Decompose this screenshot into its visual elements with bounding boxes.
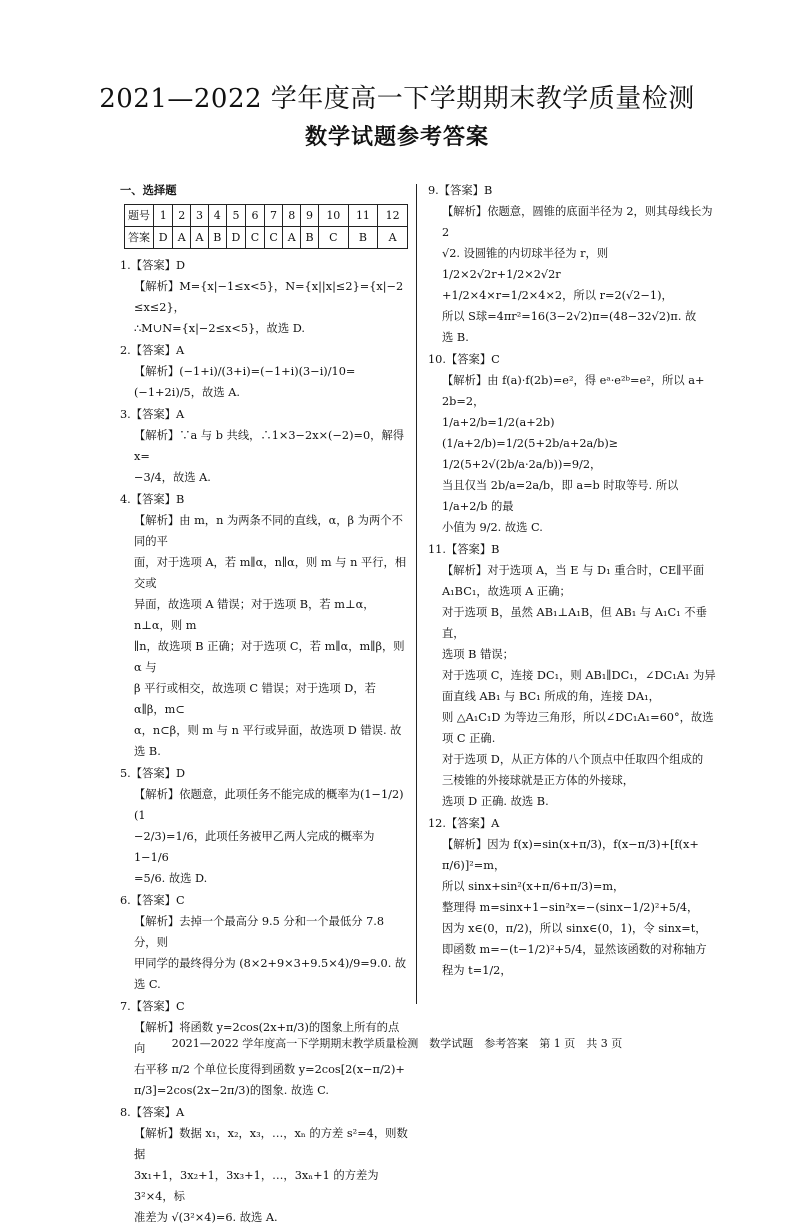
row-label: 答案 [125, 227, 154, 249]
table-cell-answer: B [208, 227, 226, 249]
solution-line: 1/2(5+2√(2b/a·2a/b))=9/2， [442, 458, 602, 471]
table-cell-answer: B [301, 227, 319, 249]
answer-label: 7.【答案】C [120, 1000, 185, 1013]
left-solutions [120, 255, 410, 1228]
table-cell-number: 3 [191, 205, 209, 227]
solution-line: 【解析】M={x|−1≤x<5}，N={x||x|≤2}={x|−2 [134, 280, 404, 293]
solution-line: 三棱锥的外接球就是正方体的外接球， [442, 774, 635, 787]
table-row [125, 227, 408, 249]
page-footer: 2021—2022 学年度高一下学期期末教学质量检测 数学试题 参考答案 第 1 页 共 3 页 [171, 1037, 623, 1050]
solution-item [120, 404, 410, 488]
table-cell-number: 11 [348, 205, 378, 227]
table-cell-number: 12 [378, 205, 408, 227]
solution-line: +1/2×4×r=1/2×4×2，所以 r=2(√2−1)， [442, 289, 673, 302]
solution-line: β 平行或相交，故选项 C 错误；对于选项 D，若 α∥β，m⊂ [134, 682, 376, 716]
solution-line: 选项 B 错误； [442, 648, 514, 661]
solution-line: 对于选项 B，虽然 AB₁⊥A₁B，但 AB₁ 与 A₁C₁ 不垂直， [442, 606, 707, 640]
table-cell-number: 9 [301, 205, 319, 227]
answer-table [124, 204, 408, 249]
solution-line: 选项 D 正确. 故选 B. [442, 795, 549, 808]
solution-item [120, 1102, 410, 1228]
table-cell-number: 5 [226, 205, 245, 227]
solution-line: =5/6. 故选 D. [134, 872, 208, 885]
solution-item [428, 813, 720, 981]
solution-line: 所以 sinx+sin²(x+π/6+π/3)=m， [442, 880, 625, 893]
solution-line: 对于选项 C，连接 DC₁，则 AB₁∥DC₁，∠DC₁A₁ 为异 [442, 669, 716, 682]
table-row [125, 205, 408, 227]
solution-line: 甲同学的最终得分为 (8×2+9×3+9.5×4)/9=9.0. 故 [134, 957, 407, 970]
solution-line: 【解析】因为 f(x)=sin(x+π/3)，f(x−π/3)+[f(x+ [442, 838, 699, 851]
table-cell-answer: C [319, 227, 349, 249]
solution-line: ∴M∪N={x|−2≤x<5}，故选 D. [134, 322, 305, 335]
solution-line: 1/a+2/b=1/2(a+2b)(1/a+2/b)=1/2(5+2b/a+2a/b)≥ [442, 416, 619, 450]
solution-line: −3/4，故选 A. [134, 471, 211, 484]
table-cell-number: 1 [154, 205, 173, 227]
solution-line: 选 B. [442, 331, 469, 344]
table-cell-answer: C [246, 227, 265, 249]
solution-line: 【解析】依题意，此项任务不能完成的概率为(1−1/2)(1 [134, 788, 404, 822]
solution-line: 2b=2， [442, 395, 485, 408]
solution-item [120, 255, 410, 339]
solution-item [120, 489, 410, 762]
table-cell-number: 6 [246, 205, 265, 227]
table-cell-number: 7 [264, 205, 283, 227]
solution-line: 面直线 AB₁ 与 BC₁ 所成的角，连接 DA₁， [442, 690, 660, 703]
table-cell-number: 10 [319, 205, 349, 227]
solution-line: 【解析】依题意，圆锥的底面半径为 2，则其母线长为 2 [442, 205, 713, 239]
table-cell-number: 2 [173, 205, 191, 227]
table-cell-answer: D [154, 227, 173, 249]
solution-line: π/3]=2cos(2x−2π/3)的图象. 故选 C. [134, 1084, 329, 1097]
answer-label: 4.【答案】B [120, 493, 185, 506]
answer-label: 5.【答案】D [120, 767, 186, 780]
solution-line: 【解析】由 f(a)·f(2b)=e²，得 eᵃ·e²ᵇ=e²，所以 a+ [442, 374, 705, 387]
solution-item [428, 180, 720, 348]
solution-line: 【解析】数据 x₁，x₂，x₃，…，xₙ 的方差 s²=4，则数据 [134, 1127, 408, 1161]
table-cell-answer: A [191, 227, 209, 249]
answer-label: 9.【答案】B [428, 184, 493, 197]
right-column [428, 180, 720, 982]
solution-line: 【解析】由 m，n 为两条不同的直线，α，β 为两个不同的平 [134, 514, 403, 548]
solution-item [120, 340, 410, 403]
solution-line: 即函数 m=−(t−1/2)²+5/4，显然该函数的对称轴方 [442, 943, 707, 956]
solution-item [428, 349, 720, 538]
solution-line: 3x₁+1，3x₂+1，3x₃+1，…，3xₙ+1 的方差为 3²×4，标 [134, 1169, 379, 1203]
answer-label: 11.【答案】B [428, 543, 500, 556]
table-cell-answer: D [226, 227, 245, 249]
solution-line: 异面，故选项 A 错误；对于选项 B，若 m⊥α，n⊥α，则 m [134, 598, 375, 632]
solution-line: 【解析】对于选项 A，当 E 与 D₁ 重合时，CE∥平面 [442, 564, 705, 577]
solution-line: −2/3)=1/6，此项任务被甲乙两人完成的概率为 1−1/6 [134, 830, 375, 864]
solution-item [120, 763, 410, 889]
solution-line: 当且仅当 2b/a=2a/b，即 a=b 时取等号. 所以 1/a+2/b 的最 [442, 479, 679, 513]
row-label: 题号 [125, 205, 154, 227]
right-solutions [428, 180, 720, 981]
solution-line: 程为 t=1/2， [442, 964, 512, 977]
solution-line: 项 C 正确. [442, 732, 496, 745]
solution-line: A₁BC₁，故选项 A 正确； [442, 585, 571, 598]
solution-line: ≤x≤2}， [134, 301, 185, 314]
table-cell-number: 4 [208, 205, 226, 227]
solution-line: 因为 x∈(0，π/2)，所以 sinx∈(0，1)，令 sinx=t， [442, 922, 707, 935]
solution-line: √2. 设圆锥的内切球半径为 r，则 1/2×2√2r+1/2×2√2r [442, 247, 609, 281]
solution-line: 整理得 m=sinx+1−sin²x=−(sinx−1/2)²+5/4， [442, 901, 699, 914]
solution-line: 准差为 √(3²×4)=6. 故选 A. [134, 1211, 278, 1224]
answer-label: 12.【答案】A [428, 817, 500, 830]
table-cell-number: 8 [283, 205, 301, 227]
answer-label: 6.【答案】C [120, 894, 185, 907]
section-heading: 一、选择题 [120, 183, 177, 197]
solution-line: 【解析】将函数 y=2cos(2x+π/3)的图象上所有的点向 [134, 1021, 400, 1055]
solution-line: 面，对于选项 A，若 m∥α，n∥α，则 m 与 n 平行，相交或 [134, 556, 407, 590]
solution-line: 右平移 π/2 个单位长度得到函数 y=2cos[2(x−π/2)+ [134, 1063, 405, 1076]
solution-line: 小值为 9/2. 故选 C. [442, 521, 543, 534]
solution-line: ∥n，故选项 B 正确；对于选项 C，若 m∥α，m∥β，则 α 与 [134, 640, 405, 674]
table-cell-answer: A [283, 227, 301, 249]
solution-line: 选 C. [134, 978, 161, 991]
solution-item [120, 890, 410, 995]
solution-line: π/6)]²=m， [442, 859, 506, 872]
table-cell-answer: A [173, 227, 191, 249]
solution-line: 对于选项 D，从正方体的八个顶点中任取四个组成的 [442, 753, 704, 766]
solution-line: α，n⊂β，则 m 与 n 平行或异面，故选项 D 错误. 故选 B. [134, 724, 402, 758]
answer-label: 10.【答案】C [428, 353, 500, 366]
solution-line: 【解析】∵a 与 b 共线，∴1×3−2x×(−2)=0，解得 x= [134, 429, 405, 463]
answer-label: 1.【答案】D [120, 259, 186, 272]
page-title: 2021—2022 学年度高一下学期期末教学质量检测 [99, 84, 695, 114]
page-subtitle: 数学试题参考答案 [304, 124, 489, 150]
answer-label: 2.【答案】A [120, 344, 185, 357]
column-divider [416, 184, 417, 1004]
answer-label: 8.【答案】A [120, 1106, 185, 1119]
solution-line: 【解析】(−1+i)/(3+i)=(−1+i)(3−i)/10=(−1+2i)/5，故选 A. [134, 365, 356, 399]
answer-label: 3.【答案】A [120, 408, 185, 421]
solution-item [428, 539, 720, 812]
solution-line: 所以 S球=4πr²=16(3−2√2)π=(48−32√2)π. 故 [442, 310, 697, 323]
table-cell-answer: A [378, 227, 408, 249]
table-cell-answer: B [348, 227, 378, 249]
solution-line: 【解析】去掉一个最高分 9.5 分和一个最低分 7.8 分，则 [134, 915, 385, 949]
table-cell-answer: C [264, 227, 283, 249]
solution-line: 则 △A₁C₁D 为等边三角形，所以∠DC₁A₁=60°，故选 [442, 711, 714, 724]
